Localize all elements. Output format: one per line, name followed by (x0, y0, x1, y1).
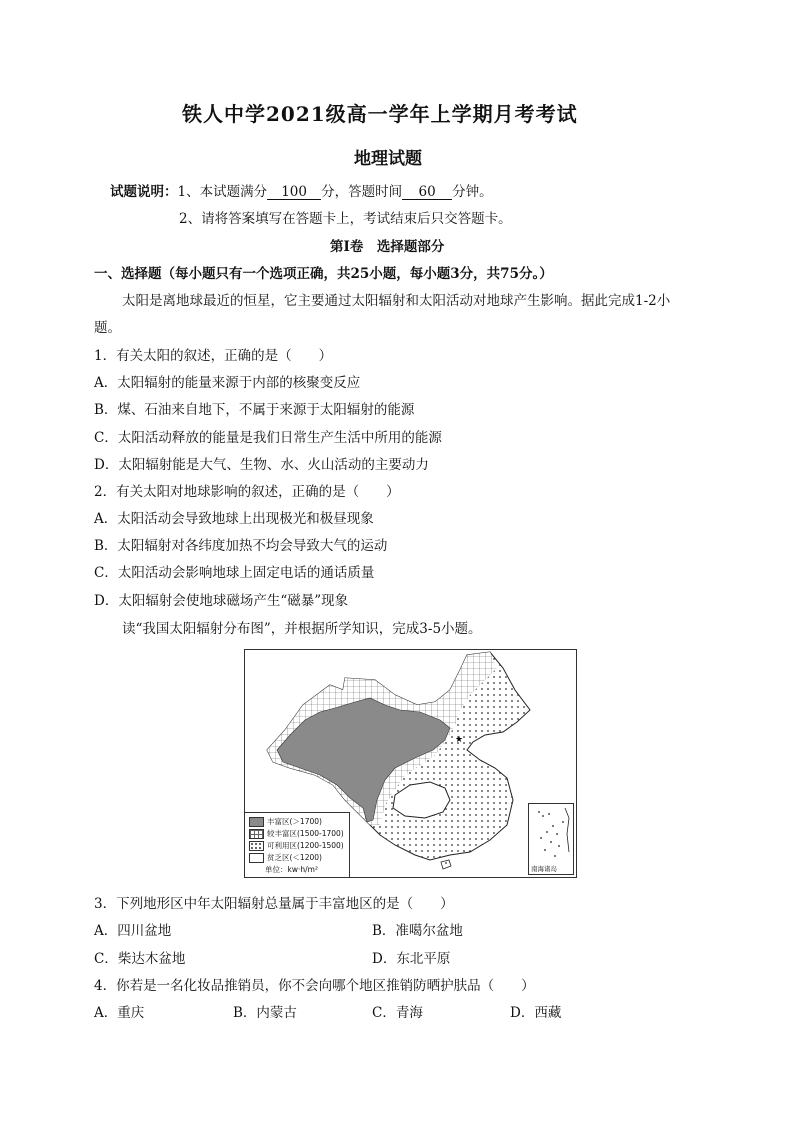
instructions-text-c: 分钟。 (452, 184, 493, 200)
q1-option-b: B．煤、石油来自地下，不属于来源于太阳辐射的能源 (94, 402, 415, 418)
legend-item-rich: 丰富区(＞1700) (249, 816, 322, 827)
q1-option-a: A．太阳辐射的能量来源于内部的核聚变反应 (94, 375, 361, 391)
legend-swatch-rich (249, 817, 264, 827)
instructions-line1 (110, 180, 493, 200)
inset-label: 南海诸岛 (531, 865, 557, 873)
instructions-text-a: 1、本试题满分 (177, 184, 268, 200)
q1-option-d: D．太阳辐射能是大气、生物、水、火山活动的主要动力 (94, 457, 429, 473)
legend-swatch-usable (249, 841, 264, 851)
intro-paragraph-line2: 题。 (94, 320, 121, 336)
legend-item-poor: 贫乏区(＜1200) (249, 852, 322, 863)
q3-option-d: D．东北平原 (372, 951, 451, 967)
instructions-label: 试题说明： (110, 184, 178, 200)
legend-item-usable: 可利用区(1200-1500) (249, 840, 344, 851)
legend-unit: 单位：kw·h/m² (265, 865, 318, 874)
south-china-sea-inset (528, 803, 574, 875)
q2-option-d: D．太阳辐射会使地球磁场产生“磁暴”现象 (94, 593, 349, 609)
q3-option-a: A．四川盆地 (94, 923, 172, 939)
solar-radiation-map (244, 649, 577, 878)
q1-stem: 1．有关太阳的叙述，正确的是（ ） (94, 348, 333, 364)
map-intro: 读“我国太阳辐射分布图”，并根据所学知识，完成3-5小题。 (122, 621, 482, 637)
legend-item-fairly-rich: 较丰富区(1500-1700) (249, 828, 344, 839)
q2-option-c: C．太阳活动会影响地球上固定电话的通话质量 (94, 565, 375, 581)
q2-stem: 2．有关太阳对地球影响的叙述，正确的是（ ） (94, 484, 400, 500)
q3-option-b: B．准噶尔盆地 (372, 923, 463, 939)
q4-stem: 4．你若是一名化妆品推销员，你不会向哪个地区推销防晒护肤品（ ） (94, 978, 535, 994)
legend-swatch-fairly-rich (249, 829, 264, 839)
time-blank: 60 (402, 185, 452, 200)
hainan-island (441, 860, 451, 869)
instructions-text-b: 分，答题时间 (321, 184, 403, 200)
q3-option-c: C．柴达木盆地 (94, 951, 186, 967)
instructions-line2: 2、请将答案填写在答题卡上，考试结束后只交答题卡。 (179, 211, 512, 227)
legend-swatch-poor (249, 853, 264, 863)
map-legend (245, 812, 350, 877)
q4-option-a: A．重庆 (94, 1005, 145, 1021)
q4-option-c: C．青海 (372, 1005, 423, 1021)
inset-islands-graphic (529, 804, 573, 864)
exam-title: 铁人中学2021级高一学年上学期月考考试 (182, 102, 578, 126)
score-blank: 100 (267, 185, 321, 200)
q2-option-a: A．太阳活动会导致地球上出现极光和极昼现象 (94, 511, 374, 527)
capital-star-icon: ★ (455, 735, 464, 745)
q2-option-b: B．太阳辐射对各纬度加热不均会导致大气的运动 (94, 538, 388, 554)
section-title: 第Ⅰ卷 选择题部分 (330, 239, 445, 255)
q4-option-b: B．内蒙古 (233, 1005, 297, 1021)
q4-option-d: D．西藏 (510, 1005, 562, 1021)
exam-subtitle: 地理试题 (354, 149, 422, 169)
q1-option-c: C．太阳活动释放的能量是我们日常生产生活中所用的能源 (94, 430, 442, 446)
q3-stem: 3．下列地形区中年太阳辐射总量属于丰富地区的是（ ） (94, 896, 454, 912)
part-heading: 一、选择题（每小题只有一个选项正确，共25小题，每小题3分，共75分。） (94, 266, 553, 282)
intro-paragraph-line1: 太阳是离地球最近的恒星，它主要通过太阳辐射和太阳活动对地球产生影响。据此完成1-2小 (122, 293, 671, 309)
